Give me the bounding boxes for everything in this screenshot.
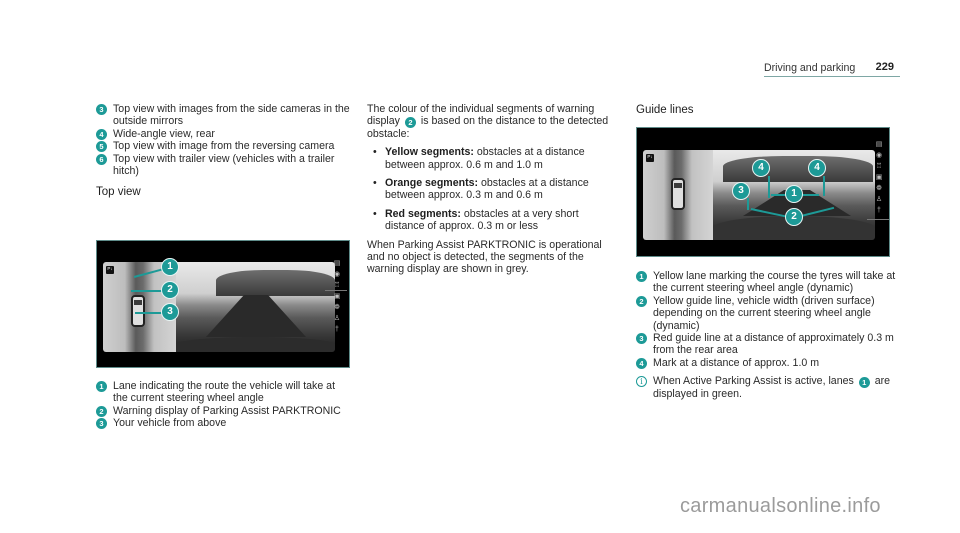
bullet-red: • Red segments: obstacles at a very short distance of approx. 0.3 m or less	[373, 208, 617, 233]
rear-view-icon[interactable]: ♖	[875, 163, 883, 170]
number-badge: 1	[859, 377, 870, 388]
camera-sidebar	[326, 259, 348, 336]
column-3	[636, 104, 900, 116]
segment-list	[373, 146, 617, 232]
parking-badge-icon: P↓	[106, 266, 114, 274]
watermark: carmanualsonline.info	[680, 495, 881, 517]
list-item: 6 Top view with trailer view (vehicles with a trailer hitch)	[96, 153, 351, 178]
list-item: 3 Top view with images from the side cameras in the outside mirrors	[96, 103, 351, 128]
heading-top-view: Top view	[96, 186, 141, 199]
rear-view-icon[interactable]: ♖	[333, 282, 341, 289]
legend-item: 3 Your vehicle from above	[96, 417, 351, 429]
bullet-orange: • Orange segments: obstacles at a distance between approx. 0.3 m and 0.6 m	[373, 177, 617, 202]
legend-item: 1 Lane indicating the route the vehicle will take at the current steering wheel angle	[96, 380, 351, 405]
callout-4-right: 4	[808, 159, 826, 177]
360-view-icon[interactable]: ▣	[333, 293, 341, 300]
vehicle-icon	[671, 178, 685, 210]
guide-lane	[206, 295, 306, 337]
number-badge: 1	[96, 381, 107, 392]
camera-view-icon[interactable]: ▤	[875, 141, 883, 148]
figure-top-view	[96, 240, 350, 368]
parking-badge-icon: P↓	[646, 154, 654, 162]
closing-paragraph: When Parking Assist PARKTRONIC is operational and no object is detected, the segments of the warning display are shown in grey.	[367, 238, 602, 276]
callout-3: 3	[732, 182, 750, 200]
list-item: 5 Top view with image from the reversing camera	[96, 140, 351, 152]
page-header	[764, 61, 900, 77]
legend-item: 2 Warning display of Parking Assist PARKTRONIC	[96, 405, 351, 417]
column-1	[96, 103, 351, 199]
number-badge: 5	[96, 141, 107, 152]
callout-1: 1	[785, 185, 803, 203]
top-view-icon[interactable]: ◉	[875, 152, 883, 159]
number-badge: 6	[96, 154, 107, 165]
section-title: Driving and parking	[764, 62, 856, 74]
info-note: i When Active Parking Assist is active, lanes 1 are displayed in green.	[636, 375, 900, 400]
number-badge: 3	[96, 418, 107, 429]
number-badge: 4	[636, 358, 647, 369]
heading-guide-lines: Guide lines	[636, 104, 694, 116]
page-number: 229	[875, 61, 894, 73]
number-badge: 2	[96, 406, 107, 417]
top-view-legend	[96, 380, 351, 430]
camera-sidebar	[868, 140, 890, 217]
callout-1: 1	[161, 258, 179, 276]
info-icon: i	[636, 376, 647, 387]
figure-guide-lines	[636, 127, 890, 257]
top-view-icon[interactable]: ◉	[333, 271, 341, 278]
trailer-view-icon[interactable]: ♙	[875, 196, 883, 203]
callout-2: 2	[785, 208, 803, 226]
legend-item: 2 Yellow guide line, vehicle width (driven surface) depending on the current steering wheel angle (dynamic)	[636, 295, 900, 332]
legend-item: 1 Yellow lane marking the course the tyres will take at the current steering wheel angle (dynamic)	[636, 270, 900, 295]
number-badge: 3	[636, 333, 647, 344]
hitch-icon[interactable]: †	[877, 207, 881, 214]
number-badge: 2	[405, 117, 416, 128]
vehicle-icon	[131, 295, 145, 327]
list-item: 4 Wide-angle view, rear	[96, 128, 351, 140]
rear-camera-panel	[176, 262, 335, 352]
callout-2: 2	[161, 281, 179, 299]
number-badge: 4	[96, 129, 107, 140]
trailer-view-icon[interactable]: ♙	[333, 315, 341, 322]
guide-lines-legend	[636, 270, 900, 400]
callout-3: 3	[161, 303, 179, 321]
number-badge: 3	[96, 104, 107, 115]
intro-paragraph: The colour of the individual segments of warning display 2 is based on the distance to the detected obstacle:	[367, 103, 609, 140]
360-view-icon[interactable]: ▣	[875, 174, 883, 181]
wide-angle-icon[interactable]: ❁	[876, 185, 882, 192]
legend-item: 4 Mark at a distance of approx. 1.0 m	[636, 357, 900, 369]
bullet-yellow: • Yellow segments: obstacles at a distance between approx. 0.6 m and 1.0 m	[373, 146, 617, 171]
number-badge: 2	[636, 296, 647, 307]
camera-view-icon[interactable]: ▤	[333, 260, 341, 267]
callout-4-left: 4	[752, 159, 770, 177]
legend-item: 3 Red guide line at a distance of approximately 0.3 m from the rear area	[636, 332, 900, 357]
column-2	[367, 103, 617, 282]
wide-angle-icon[interactable]: ❁	[334, 304, 340, 311]
hitch-icon[interactable]: †	[335, 326, 339, 333]
number-badge: 1	[636, 271, 647, 282]
